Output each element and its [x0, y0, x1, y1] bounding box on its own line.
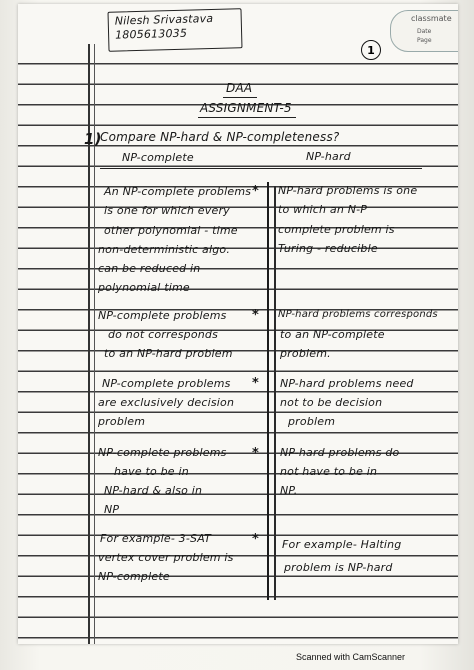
page-label: Page [417, 37, 432, 44]
name-box [107, 8, 242, 51]
left-line: have to be in [114, 465, 189, 478]
left-line: An NP-complete problems [104, 185, 252, 198]
right-line: For example- Halting [282, 538, 402, 551]
right-line: complete problem is [278, 223, 395, 236]
left-line: vertex cover problem is [98, 551, 234, 564]
question-number: 1) [84, 130, 102, 148]
right-line: NP-hard problems do [280, 446, 400, 459]
right-line: problem is NP-hard [284, 561, 393, 574]
notebook-brand-box [390, 10, 458, 52]
column-header-np-complete: NP-complete [122, 151, 194, 164]
left-line: NP [104, 503, 120, 516]
left-line: NP-complete problems [98, 309, 227, 322]
right-line: NP-hard problems is one [278, 184, 418, 197]
left-line: problem [98, 415, 146, 428]
left-line: For example- 3-SAT [100, 532, 212, 545]
notebook-page [18, 4, 458, 644]
left-line: is one for which every [104, 204, 230, 217]
question-text: Compare NP-hard & NP-completeness? [100, 130, 340, 144]
student-id: 1805613035 [114, 26, 188, 42]
assignment-underline [198, 117, 296, 118]
right-line: to an NP-complete [280, 328, 385, 341]
scanner-watermark: Scanned with CamScanner [296, 652, 406, 662]
left-line: are exclusively decision [98, 396, 235, 409]
right-line: NP-hard problems corresponds [278, 309, 438, 320]
left-line: do not corresponds [108, 328, 219, 341]
left-line: NP-complete problems [98, 446, 227, 459]
column-header-np-hard: NP-hard [306, 150, 351, 163]
row-bullet-star: * [252, 308, 259, 323]
left-line: polynomial time [98, 281, 190, 294]
row-bullet-star: * [252, 446, 259, 461]
right-line: not have to be in [280, 465, 378, 478]
row-bullet-star: * [252, 376, 259, 391]
left-line: NP-complete [98, 570, 170, 583]
page-number: 1 [367, 43, 375, 57]
left-line: non-deterministic algo. [98, 243, 231, 256]
left-line: NP-hard & also in [104, 484, 203, 497]
subject-underline [223, 97, 257, 98]
column-divider [267, 182, 269, 600]
right-line: NP. [280, 484, 298, 497]
right-line: problem. [280, 347, 331, 360]
brand-label: classmate [411, 14, 452, 23]
page-number-circle [361, 40, 381, 60]
student-name: Nilesh Srivastava [114, 11, 214, 28]
column-divider-inner [274, 186, 276, 600]
header-rule [100, 168, 422, 169]
row-bullet-star: * [252, 532, 259, 547]
date-label: Date [417, 28, 432, 35]
left-line: can be reduced in [98, 262, 201, 275]
row-bullet-star: * [252, 184, 259, 199]
left-line: to an NP-hard problem [104, 347, 233, 360]
right-line: NP-hard problems need [280, 377, 414, 390]
assignment-title: ASSIGNMENT-5 [200, 101, 292, 115]
subject-title: DAA [226, 81, 253, 95]
right-line: to which an N-P [278, 203, 368, 216]
right-line: not to be decision [280, 396, 383, 409]
left-line: NP-complete problems [102, 377, 231, 390]
right-line: problem [288, 415, 336, 428]
left-line: other polynomial - time [104, 224, 238, 237]
right-line: Turing - reducible [278, 242, 378, 255]
